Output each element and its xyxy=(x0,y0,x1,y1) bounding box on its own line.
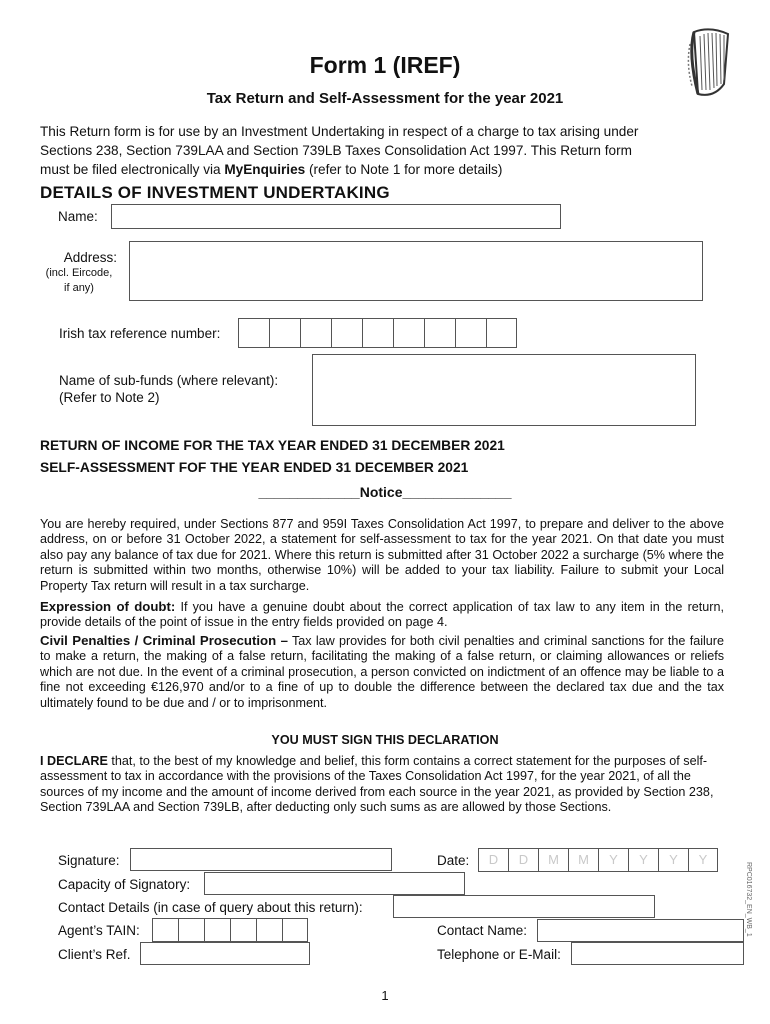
declaration-paragraph: I DECLARE that, to the best of my knowledge and belief, this form contains a correct statement for the purposes of self-assessment to tax in accordance with the provisions of the Taxes Consolidation Act 1997, for the year 2021, of all the sources of my income and the amount of income derived from each source in the year 2021, as provided by Section 238, Section 739LAA and Section 739LB, after deducting only such sums as are allowed by those Sections. xyxy=(40,754,714,815)
return-heading: RETURN OF INCOME FOR THE TAX YEAR ENDED 31 DECEMBER 2021 xyxy=(40,438,505,453)
contact-name-label: Contact Name: xyxy=(437,923,528,938)
address-input[interactable] xyxy=(129,241,703,301)
client-ref-input[interactable] xyxy=(140,942,310,965)
doubt-paragraph: Expression of doubt: If you have a genuine doubt about the correct application of tax law to any item in the return, provide details of the point of issue in the entry fields provided on page 4. xyxy=(40,599,725,630)
contact-details-label: Contact Details (in case of query about this return): xyxy=(58,900,363,915)
form-title: Form 1 (IREF) xyxy=(309,52,461,78)
contact-name-input[interactable] xyxy=(537,919,744,942)
capacity-label: Capacity of Signatory: xyxy=(58,877,191,892)
notice-paragraph: You are hereby required, under Sections 877 and 959I Taxes Consolidation Act 1997, to prepare and deliver to the above address, on or before 31 October 2022, a statement for self-assessment to tax for the year 2021. On that date you must also pay any balance of tax due for 2021. Where this return is submitted after 31 October 2022 a surcharge (5% where the return is submitted within two months, otherwise 10%) will be added to your tax liability. Failure to submit your Local Property Tax return will result in a tax surcharge. xyxy=(40,517,724,593)
self-assessment-heading: SELF-ASSESSMENT FOF THE YEAR ENDED 31 DECEMBER 2021 xyxy=(40,460,469,475)
declaration-heading: YOU MUST SIGN THIS DECLARATION xyxy=(271,733,499,747)
name-label: Name: xyxy=(58,209,98,224)
details-heading: DETAILS OF INVESTMENT UNDERTAKING xyxy=(40,183,390,202)
tax-ref-cells[interactable] xyxy=(238,318,517,348)
date-label: Date: xyxy=(437,853,470,868)
signature-label: Signature: xyxy=(58,853,120,868)
address-label: Address: xyxy=(63,250,117,265)
date-input[interactable]: D D M M Y Y Y Y xyxy=(478,848,718,872)
name-input[interactable] xyxy=(111,204,561,229)
capacity-input[interactable] xyxy=(204,872,465,895)
intro-text: This Return form is for use by an Investment Undertaking in respect of a charge to tax arising under Sections 238, Section 739LAA and Section 739LB Taxes Consolidation Act 1997. This Return form must be filed electronically via MyEnquiries (refer to Note 1 for more details) xyxy=(40,124,639,177)
tax-ref-label: Irish tax reference number: xyxy=(59,326,221,341)
client-ref-label: Client’s Ref. xyxy=(58,947,131,962)
myenquiries-link[interactable]: MyEnquiries xyxy=(224,162,306,177)
form-subtitle: Tax Return and Self-Assessment for the year 2021 xyxy=(206,90,564,107)
agent-tain-cells[interactable] xyxy=(152,918,308,942)
notice-heading: _____________Notice______________ xyxy=(258,484,512,500)
penalties-paragraph: Civil Penalties / Criminal Prosecution – Tax law provides for both civil penalties and criminal sanctions for the failure to make a return, the making of a false return, facilitating the making of a false return, or claiming allowances or reliefs which are not due. In the event of a criminal prosecution, a person convicted on indictment of an offence may be liable to a fine not exceeding €126,970 and/or to a fine of up to double the difference between the declared tax due and the tax ultimately found to be due and / or to imprisonment. xyxy=(40,633,724,710)
subfunds-input[interactable] xyxy=(312,354,696,426)
subfunds-label: Name of sub-funds (where relevant): (Refer to Note 2) xyxy=(59,373,279,405)
contact-details-input[interactable] xyxy=(393,895,655,918)
page-number: 1 xyxy=(381,988,389,1003)
form-code: RPC016732_EN_WB_1 xyxy=(745,862,752,937)
phone-email-label: Telephone or E-Mail: xyxy=(437,947,561,962)
address-note: (incl. Eircode, if any) xyxy=(45,267,113,294)
phone-email-input[interactable] xyxy=(571,942,744,965)
agent-tain-label: Agent’s TAIN: xyxy=(58,923,140,938)
signature-input[interactable] xyxy=(130,848,392,871)
